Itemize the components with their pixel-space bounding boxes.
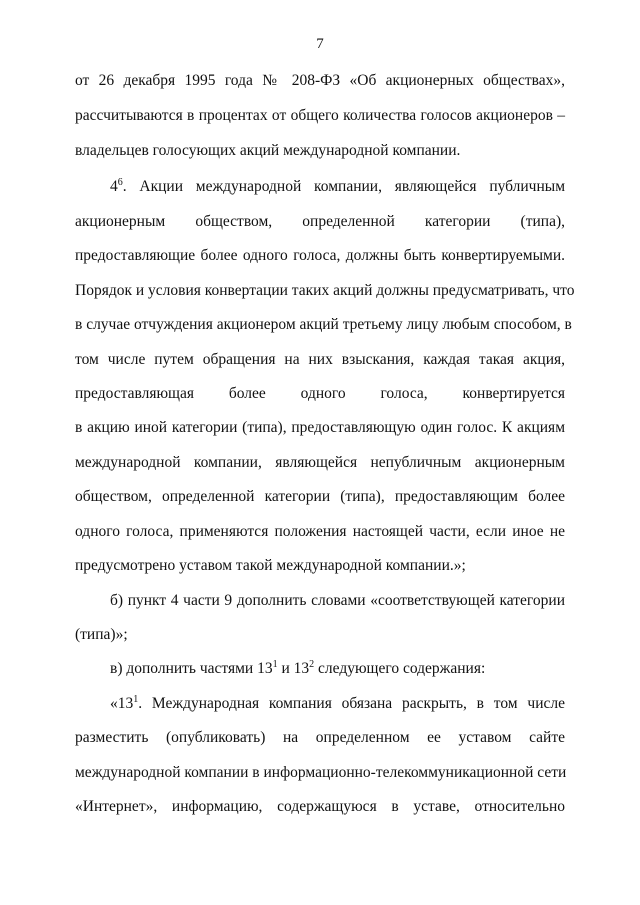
text-line: в случае отчуждения акционером акций третьему лицу любым способом, в xyxy=(75,316,572,333)
text-line: б) пункт 4 части 9 дополнить словами «соответствующей категории xyxy=(110,592,565,609)
text-line: рассчитываются в процентах от общего количества голосов акционеров – xyxy=(75,107,565,124)
text-line: международной компании в информационно-телекоммуникационной сети xyxy=(75,764,567,781)
text-line: разместить (опубликовать) на определенном ее уставом сайте xyxy=(75,729,565,746)
text-line: одного голоса, применяются положения настоящей части, если иное не xyxy=(75,523,565,540)
text-line: «Интернет», информацию, содержащуюся в уставе, относительно xyxy=(75,798,565,815)
paragraph-13-1-start: «$13^1$. Международная компания обязана раскрыть, в том числе xyxy=(110,694,565,712)
text-line: акционерным обществом, определенной категории (типа), xyxy=(75,213,565,230)
text-line: владельцев голосующих акций международной компании. xyxy=(75,142,461,159)
text-line: в акцию иной категории (типа), предоставляющую один голос. К акциям xyxy=(75,419,565,436)
text-line: обществом, определенной категории (типа), предоставляющим более xyxy=(75,488,565,505)
text-line: (типа)»; xyxy=(75,626,128,643)
text-line: международной компании, являющейся непубличным акционерным xyxy=(75,454,565,471)
paragraph-4-6-start: $4^6$. Акции международной компании, являющейся публичным xyxy=(110,177,565,195)
text-line: том числе путем обращения на них взыскания, каждая такая акция, xyxy=(75,351,565,368)
text-line: в) дополнить частями $13^1$ и $13^2$ следующего содержания: xyxy=(110,659,486,677)
text-line: предоставляющая более одного голоса, конвертируется xyxy=(75,385,565,402)
page-number: 7 xyxy=(316,36,324,52)
text-line: от 26 декабря 1995 года № 208-ФЗ «Об акционерных обществах», xyxy=(75,72,565,89)
text-line: предусмотрено уставом такой международной компании.»; xyxy=(75,557,466,574)
text-line: предоставляющие более одного голоса, должны быть конвертируемыми. xyxy=(75,247,565,264)
text-line: Порядок и условия конвертации таких акций должны предусматривать, что xyxy=(75,282,575,299)
